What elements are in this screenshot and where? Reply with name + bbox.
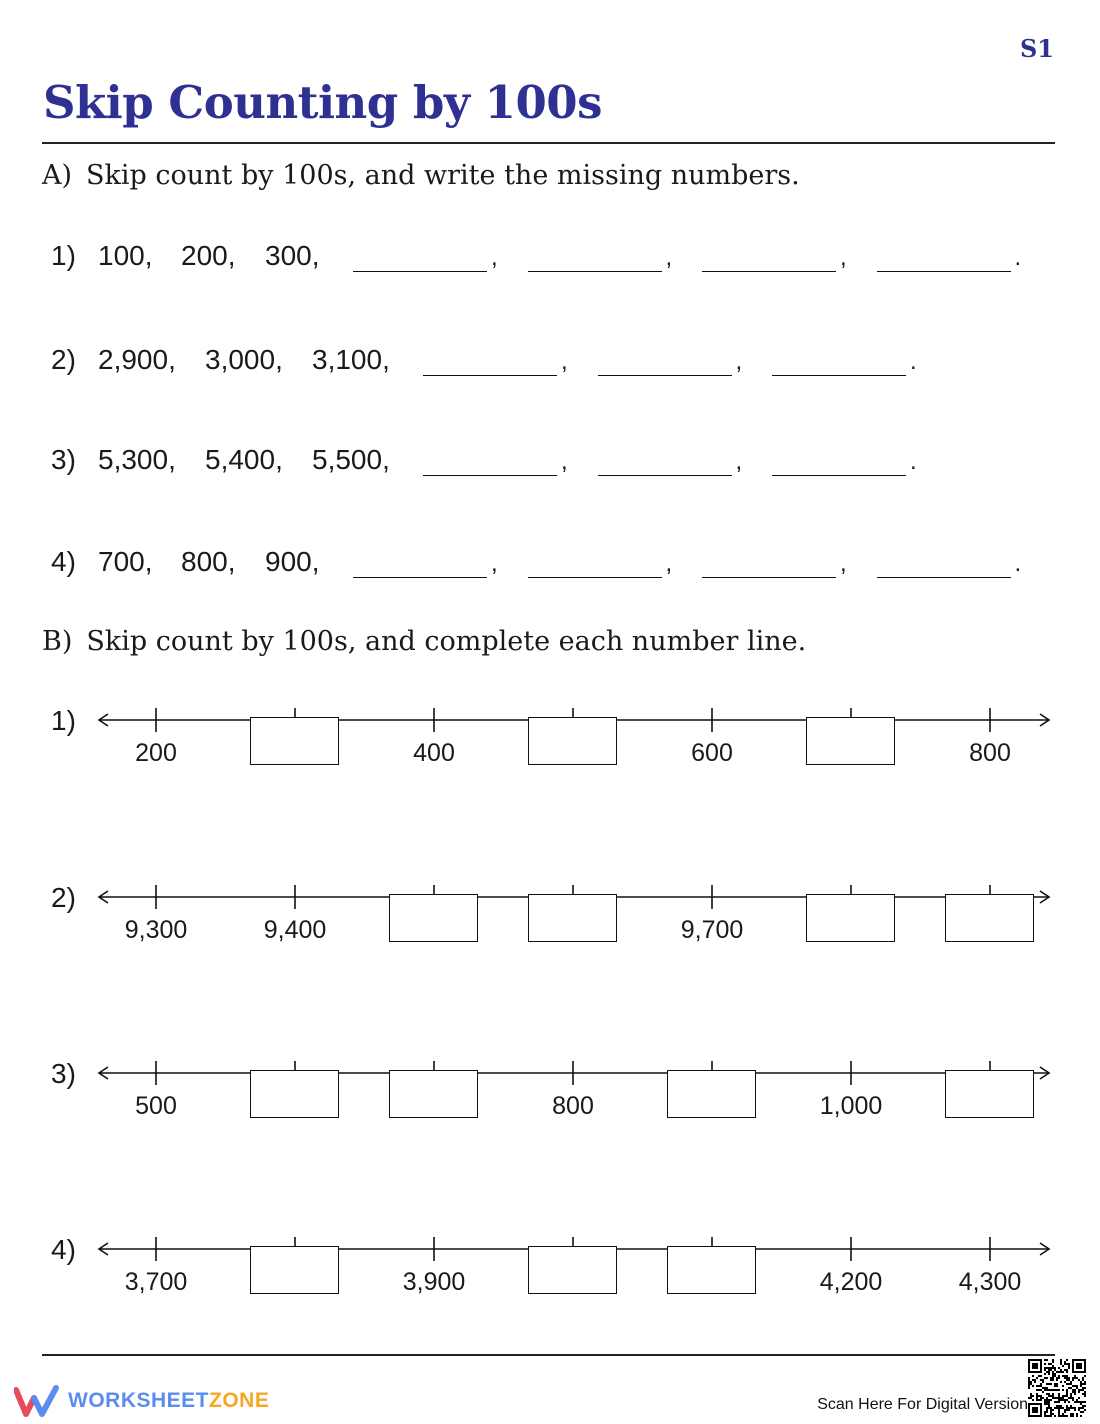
section-b-letter: B) [42,626,73,657]
blank-separator: , [735,448,743,475]
answer-blank[interactable] [772,475,906,476]
blank-separator: . [910,448,917,475]
qr-code-icon[interactable] [1028,1359,1086,1417]
blank-separator: , [491,244,498,271]
section-b-instruction: Skip count by 100s, and complete each number line. [86,626,807,657]
given-number: 100, [98,240,153,271]
section-a-instruction: Skip count by 100s, and write the missing numbers. [86,160,800,191]
problem-number: 1) [51,240,76,271]
given-number: 5,300, [98,444,176,475]
worksheetzone-logo-icon [14,1384,60,1418]
blank-separator: . [910,348,917,375]
blank-separator: . [1014,244,1022,271]
blank-separator: , [840,550,847,577]
given-number: 5,500, [312,444,390,475]
answer-blank[interactable] [353,271,487,272]
answer-blank[interactable] [877,271,1011,272]
section-a-letter: A) [42,160,73,191]
tick-label: 400 [413,739,455,767]
tick-label: 800 [969,739,1011,767]
answer-box[interactable] [250,1070,339,1118]
answer-box[interactable] [667,1070,756,1118]
answer-box[interactable] [667,1246,756,1294]
number-line-problem [0,1232,1100,1342]
sheet-code: S1 [1019,34,1054,63]
answer-box[interactable] [250,717,339,765]
blank-separator: , [491,550,498,577]
sequence-problem [0,546,1100,586]
given-number: 5,400, [205,444,283,475]
blank-separator: , [561,348,568,375]
blank-separator: , [840,244,847,271]
answer-blank[interactable] [423,475,557,476]
answer-box[interactable] [806,717,895,765]
answer-box[interactable] [528,717,617,765]
given-number: 300, [265,240,320,271]
section-b-heading [42,626,806,657]
tick-label: 3,700 [124,1268,188,1296]
sequence-problem [0,240,1100,280]
answer-blank[interactable] [423,375,557,376]
top-divider [42,142,1055,144]
problem-number: 1) [51,705,76,736]
sequence-problem [0,444,1100,484]
answer-blank[interactable] [702,577,836,578]
answer-blank[interactable] [702,271,836,272]
answer-box[interactable] [528,1246,617,1294]
page-title: Skip Counting by 100s [43,76,602,129]
tick-label: 9,300 [124,916,188,944]
given-number: 900, [265,546,320,577]
answer-blank[interactable] [598,475,732,476]
number-line-problem [0,703,1100,813]
problem-number: 4) [51,546,76,577]
tick-label: 200 [135,739,177,767]
bottom-divider [42,1354,1055,1356]
blank-separator: . [1014,550,1022,577]
problem-number: 2) [51,344,76,375]
problem-number: 4) [51,1234,76,1265]
tick-label: 3,900 [402,1268,466,1296]
given-number: 3,000, [205,344,283,375]
number-line-problem [0,880,1100,990]
answer-box[interactable] [945,1070,1034,1118]
brand-part-2: ZONE [209,1389,270,1412]
problem-number: 2) [51,882,76,913]
scan-caption: Scan Here For Digital Version [817,1396,1028,1413]
given-number: 200, [181,240,236,271]
blank-separator: , [561,448,568,475]
tick-label: 9,700 [680,916,744,944]
tick-label: 4,200 [819,1268,883,1296]
answer-blank[interactable] [877,577,1011,578]
blank-separator: , [665,550,673,577]
answer-box[interactable] [528,894,617,942]
given-number: 700, [98,546,153,577]
brand-part-1: WORKSHEET [68,1389,209,1412]
tick-label: 800 [552,1092,594,1120]
tick-label: 600 [691,739,733,767]
answer-blank[interactable] [528,271,662,272]
number-line [0,1056,1100,1096]
answer-box[interactable] [250,1246,339,1294]
section-a-heading [42,160,800,191]
answer-box[interactable] [806,894,895,942]
problem-number: 3) [51,1058,76,1089]
tick-label: 1,000 [819,1092,883,1120]
number-line-problem [0,1056,1100,1166]
given-number: 800, [181,546,236,577]
tick-label: 9,400 [263,916,327,944]
answer-blank[interactable] [598,375,732,376]
footer-logo [14,1384,269,1418]
given-number: 3,100, [312,344,390,375]
brand-name [68,1389,269,1413]
answer-box[interactable] [389,894,478,942]
blank-separator: , [665,244,673,271]
answer-blank[interactable] [353,577,487,578]
problem-number: 3) [51,444,76,475]
tick-label: 500 [135,1092,177,1120]
answer-box[interactable] [389,1070,478,1118]
sequence-problem [0,344,1100,384]
given-number: 2,900, [98,344,176,375]
answer-blank[interactable] [528,577,662,578]
tick-label: 4,300 [958,1268,1022,1296]
answer-blank[interactable] [772,375,906,376]
blank-separator: , [735,348,743,375]
answer-box[interactable] [945,894,1034,942]
